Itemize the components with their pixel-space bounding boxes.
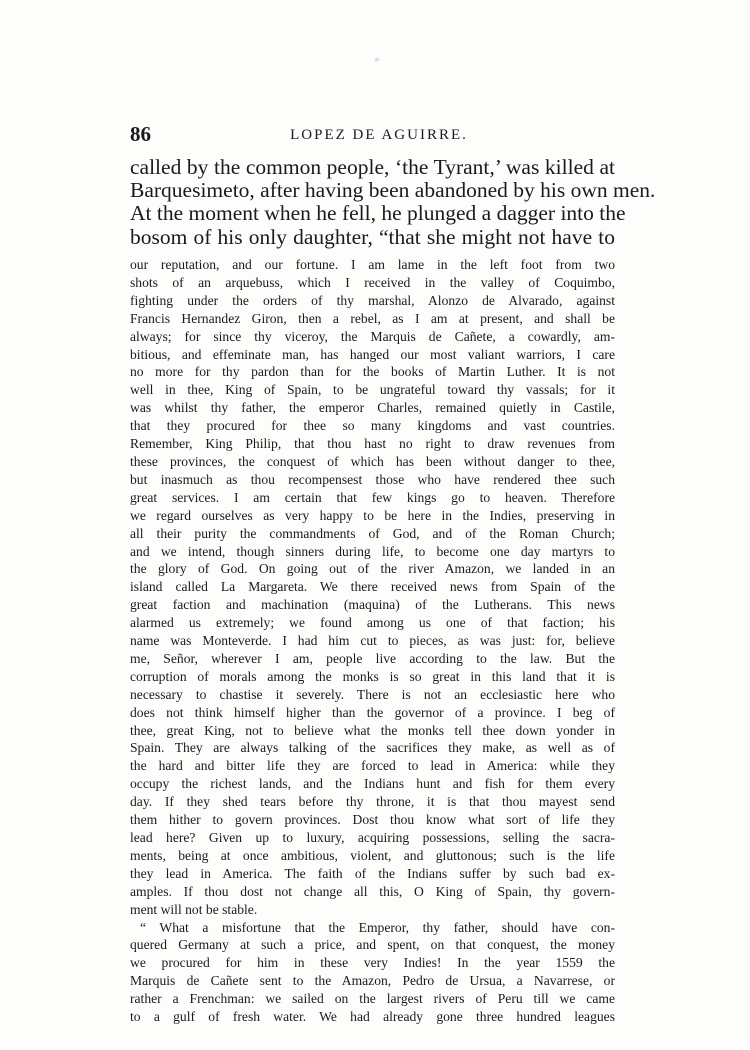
lead-line: At the moment when he fell, he plunged a dagger into the bbox=[130, 201, 626, 226]
body-line: ments, being at once ambitious, violent, and gluttonous; such is the life bbox=[130, 847, 615, 863]
lead-line: called by the common people, ‘the Tyrant,’ was killed at bbox=[130, 155, 615, 179]
lead-line: Barquesimeto, after having been abandoned by his own men. bbox=[130, 178, 656, 203]
body-line: Francis Hernandez Giron, then a rebel, as I am at present, and shall be bbox=[130, 310, 615, 326]
body-line: Marquis de Cañete sent to the Amazon, Pedro de Ursua, a Navarrese, or bbox=[130, 973, 615, 989]
body-line: corruption of morals among the monks is so great in this land that it is bbox=[130, 668, 615, 684]
body-line: me, Señor, wherever I am, people live according to the law. But the bbox=[130, 650, 615, 666]
body-line: well in thee, King of Spain, to be ungrateful toward thy vassals; for it bbox=[130, 382, 615, 398]
body-line: Remember, King Philip, that thou hast no right to draw revenues from bbox=[130, 436, 615, 452]
page-number: 86 bbox=[130, 122, 151, 146]
body-line: to a gulf of fresh water. We had already gone three hundred leagues bbox=[130, 1009, 615, 1025]
body-line: but inasmuch as thou recompensest those who have rendered thee such bbox=[130, 471, 615, 487]
body-line: fighting under the orders of thy marshal, Alonzo de Alvarado, against bbox=[130, 292, 615, 308]
body-line: they lead in America. The faith of the Indians suffer by such bad ex- bbox=[130, 865, 615, 881]
body-line: the glory of God. On going out of the river Amazon, we landed in an bbox=[130, 561, 615, 577]
body-line: rather a Frenchman: we sailed on the largest rivers of Peru till we came bbox=[130, 991, 615, 1007]
body-line: occupy the richest lands, and the Indians hunt and fish for them every bbox=[130, 776, 615, 792]
body-line: and we intend, though sinners during life, to become one day martyrs to bbox=[130, 543, 615, 559]
body-line: Spain. They are always talking of the sacrifices they make, as well as of bbox=[130, 740, 615, 756]
body-line: does not think himself higher than the governor of a province. I beg of bbox=[130, 704, 615, 720]
body-line: all their purity the commandments of God, and of the Roman Church; bbox=[130, 525, 615, 541]
body-line: name was Monteverde. I had him cut to pieces, as was just: for, believe bbox=[130, 633, 615, 649]
body-line: island called La Margareta. We there received news from Spain of the bbox=[130, 579, 615, 595]
body-line: ment will not be stable. bbox=[130, 901, 258, 917]
body-line: was whilst thy father, the emperor Charles, remained quietly in Castile, bbox=[130, 400, 615, 416]
body-line: necessary to chastise it severely. There is not an ecclesiastic here who bbox=[130, 686, 615, 702]
body-line: no more for thy pardon than for the books of Martin Luther. It is not bbox=[130, 364, 615, 380]
body-line: bitious, and effeminate man, has hanged our most valiant warriors, I care bbox=[130, 346, 615, 362]
body-line: we regard ourselves as very happy to be here in the Indies, preserving in bbox=[130, 507, 615, 523]
running-title: LOPEZ DE AGUIRRE. bbox=[290, 127, 468, 143]
body-line: the hard and bitter life they are forced to lead in America: while they bbox=[130, 758, 615, 774]
body-line: great faction and machination (maquina) of the Lutherans. This news bbox=[130, 597, 615, 613]
body-line: them hither to govern provinces. Dost thou know what sort of life they bbox=[130, 812, 615, 828]
ink-speck: * bbox=[374, 54, 380, 68]
body-line: we procured for him in these very Indies! In the year 1559 the bbox=[130, 955, 615, 971]
lead-line: bosom of his only daughter, “that she might not have to bbox=[130, 224, 615, 249]
body-line: always; for since thy viceroy, the Marquis de Cañete, a cowardly, am- bbox=[130, 328, 615, 344]
body-line: thee, great King, not to believe what the monks tell thee down yonder in bbox=[130, 722, 615, 738]
body-line: these provinces, the conquest of which has been without danger to thee, bbox=[130, 453, 615, 469]
body-line: alarmed us extremely; we found among us one of that faction; his bbox=[130, 615, 615, 631]
body-line: our reputation, and our fortune. I am lame in the left foot from two bbox=[130, 257, 615, 272]
body-line: that they procured for thee so many kingdoms and vast countries. bbox=[130, 418, 615, 434]
body-line: day. If they shed tears before thy throne, it is that thou mayest send bbox=[130, 794, 615, 810]
body-line: great services. I am certain that few kings go to heaven. Therefore bbox=[130, 489, 615, 505]
body-line: “ What a misfortune that the Emperor, thy father, should have con- bbox=[140, 919, 615, 935]
running-header bbox=[130, 122, 614, 146]
large-type-paragraph bbox=[130, 155, 656, 249]
body-text bbox=[130, 256, 615, 1026]
body-line: quered Germany at such a price, and spent, on that conquest, the money bbox=[130, 937, 615, 953]
body-line: amples. If thou dost not change all this, O King of Spain, thy govern- bbox=[130, 883, 615, 899]
body-line: shots of an arquebuss, which I received in the valley of Coquimbo, bbox=[130, 274, 615, 290]
body-line: lead here? Given up to luxury, acquiring possessions, selling the sacra- bbox=[130, 830, 615, 845]
